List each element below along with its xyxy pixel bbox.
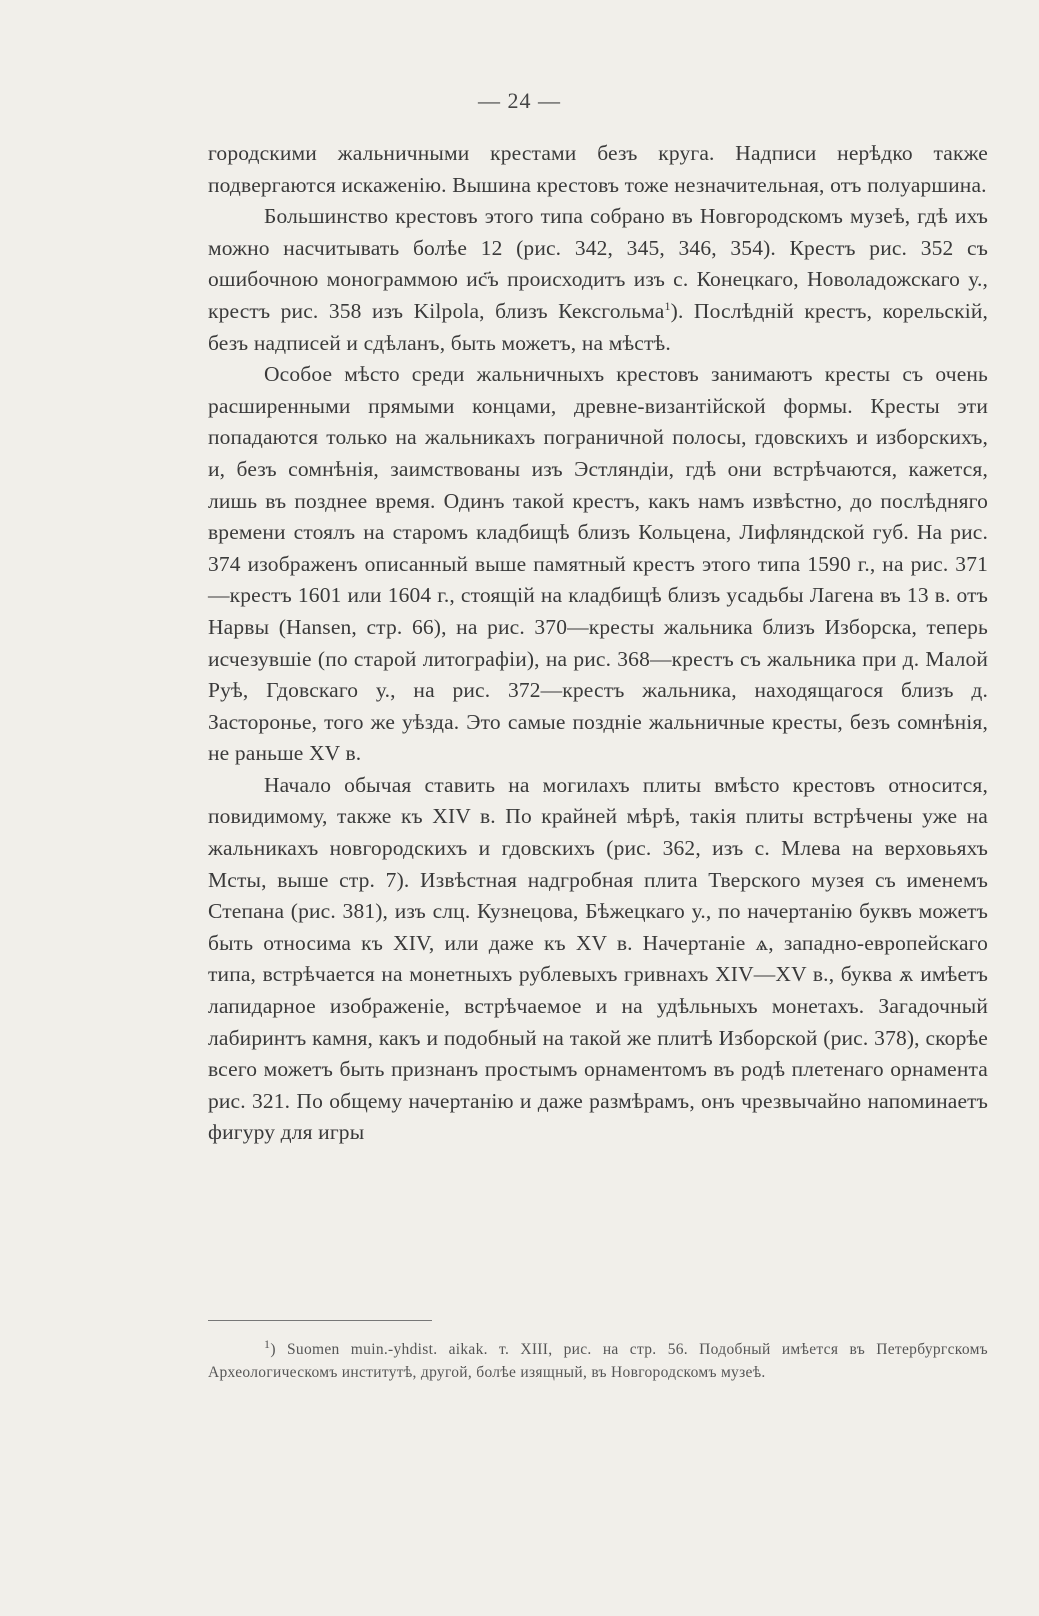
paragraph-1: городскими жальничными крестами безъ круга. Надписи нерѣдко также подвергаются искаженію. Вышина крестовъ тоже незначительная, отъ полуаршина. [208, 141, 988, 197]
paragraph-2-text-a: Большинство крестовъ этого типа собрано въ Новгородскомъ музеѣ, гдѣ ихъ можно насчитывать болѣе 12 (рис. 342, 345, 346, 354). Крестъ рис. 352 съ ошибочною монограммою ис҃ъ происходитъ изъ с. Конецкаго, Новоладожскаго у., крестъ рис. 358 изъ Kilpola, близъ Кексгольма [208, 204, 988, 323]
page-number: — 24 — [478, 88, 561, 113]
paragraph-4: Начало обычая ставить на могилахъ плиты вмѣсто крестовъ относится, повидимому, также къ XIV в. По крайней мѣрѣ, такія плиты встрѣчены уже на жальникахъ новгородскихъ и гдовскихъ (рис. 362, изъ с. Млева на верховьяхъ Мсты, выше стр. 7). Извѣстная надгробная плита Тверского музея съ именемъ Степана (рис. 381), изъ слц. Кузнецова, Бѣжецкаго у., по начертанію буквъ можетъ быть относима къ XIV, или даже къ XV в. Начертаніе ѧ, западно-европейскаго типа, встрѣчается на монетныхъ рублевыхъ гривнахъ XIV—XV в., буква ѫ имѣетъ лапидарное изображеніе, встрѣчаемое и на удѣльныхъ монетахъ. Загадочный лабиринтъ камня, какъ и подобный на такой же плитѣ Изборской (рис. 378), скорѣе всего можетъ быть признанъ простымъ орнаментомъ въ родѣ плетенаго орнамента рис. 321. По общему начертанію и даже размѣрамъ, онъ чрезвычайно напоминаетъ фигуру для игры [208, 772, 988, 1145]
main-text [208, 138, 988, 1149]
paragraph-3: Особое мѣсто среди жальничныхъ крестовъ занимаютъ кресты съ очень расширенными прямыми концами, древне-византійской формы. Кресты эти попадаются только на жальникахъ пограничной полосы, гдовскихъ и изборскихъ, и, безъ сомнѣнія, заимствованы изъ Эстляндіи, гдѣ они встрѣчаются, кажется, лишь въ позднее время. Одинъ такой крестъ, какъ намъ извѣстно, до послѣдняго времени стоялъ на старомъ кладбищѣ близъ Кольцена, Лифляндской губ. На рис. 374 изображенъ описанный выше памятный крестъ этого типа 1590 г., на рис. 371—крестъ 1601 или 1604 г., стоящій на кладбищѣ близъ усадьбы Лагена въ 13 в. отъ Нарвы (Hansen, стр. 66), на рис. 370—кресты жальника близъ Изборска, теперь исчезувшіе (по старой литографіи), на рис. 368—крестъ съ жальника при д. Малой Руѣ, Гдовскаго у., на рис. 372—крестъ жальника, находящагося близъ д. Застороньe, того же уѣзда. Это самые поздніе жальничные кресты, безъ сомнѣнія, не раньше XV в. [208, 362, 988, 766]
footnote-marker: 1 [264, 1336, 271, 1351]
paragraph-2 [208, 201, 988, 359]
paragraph-2-text-b: ). Послѣдній крестъ, корельскій, безъ надписей и сдѣланъ, быть можетъ, на мѣстѣ. [208, 298, 988, 355]
footnote-reference: 1 [664, 298, 671, 313]
footnote-text: ) Suomen muin.-yhdist. aikak. т. XIII, рис. на стр. 56. Подобный имѣется въ Петербургскомъ Археологическомъ институтѣ, другой, болѣе изящный, въ Новгородскомъ музеѣ. [208, 1341, 988, 1381]
footnote [208, 1338, 988, 1384]
footnote-divider [208, 1320, 432, 1321]
